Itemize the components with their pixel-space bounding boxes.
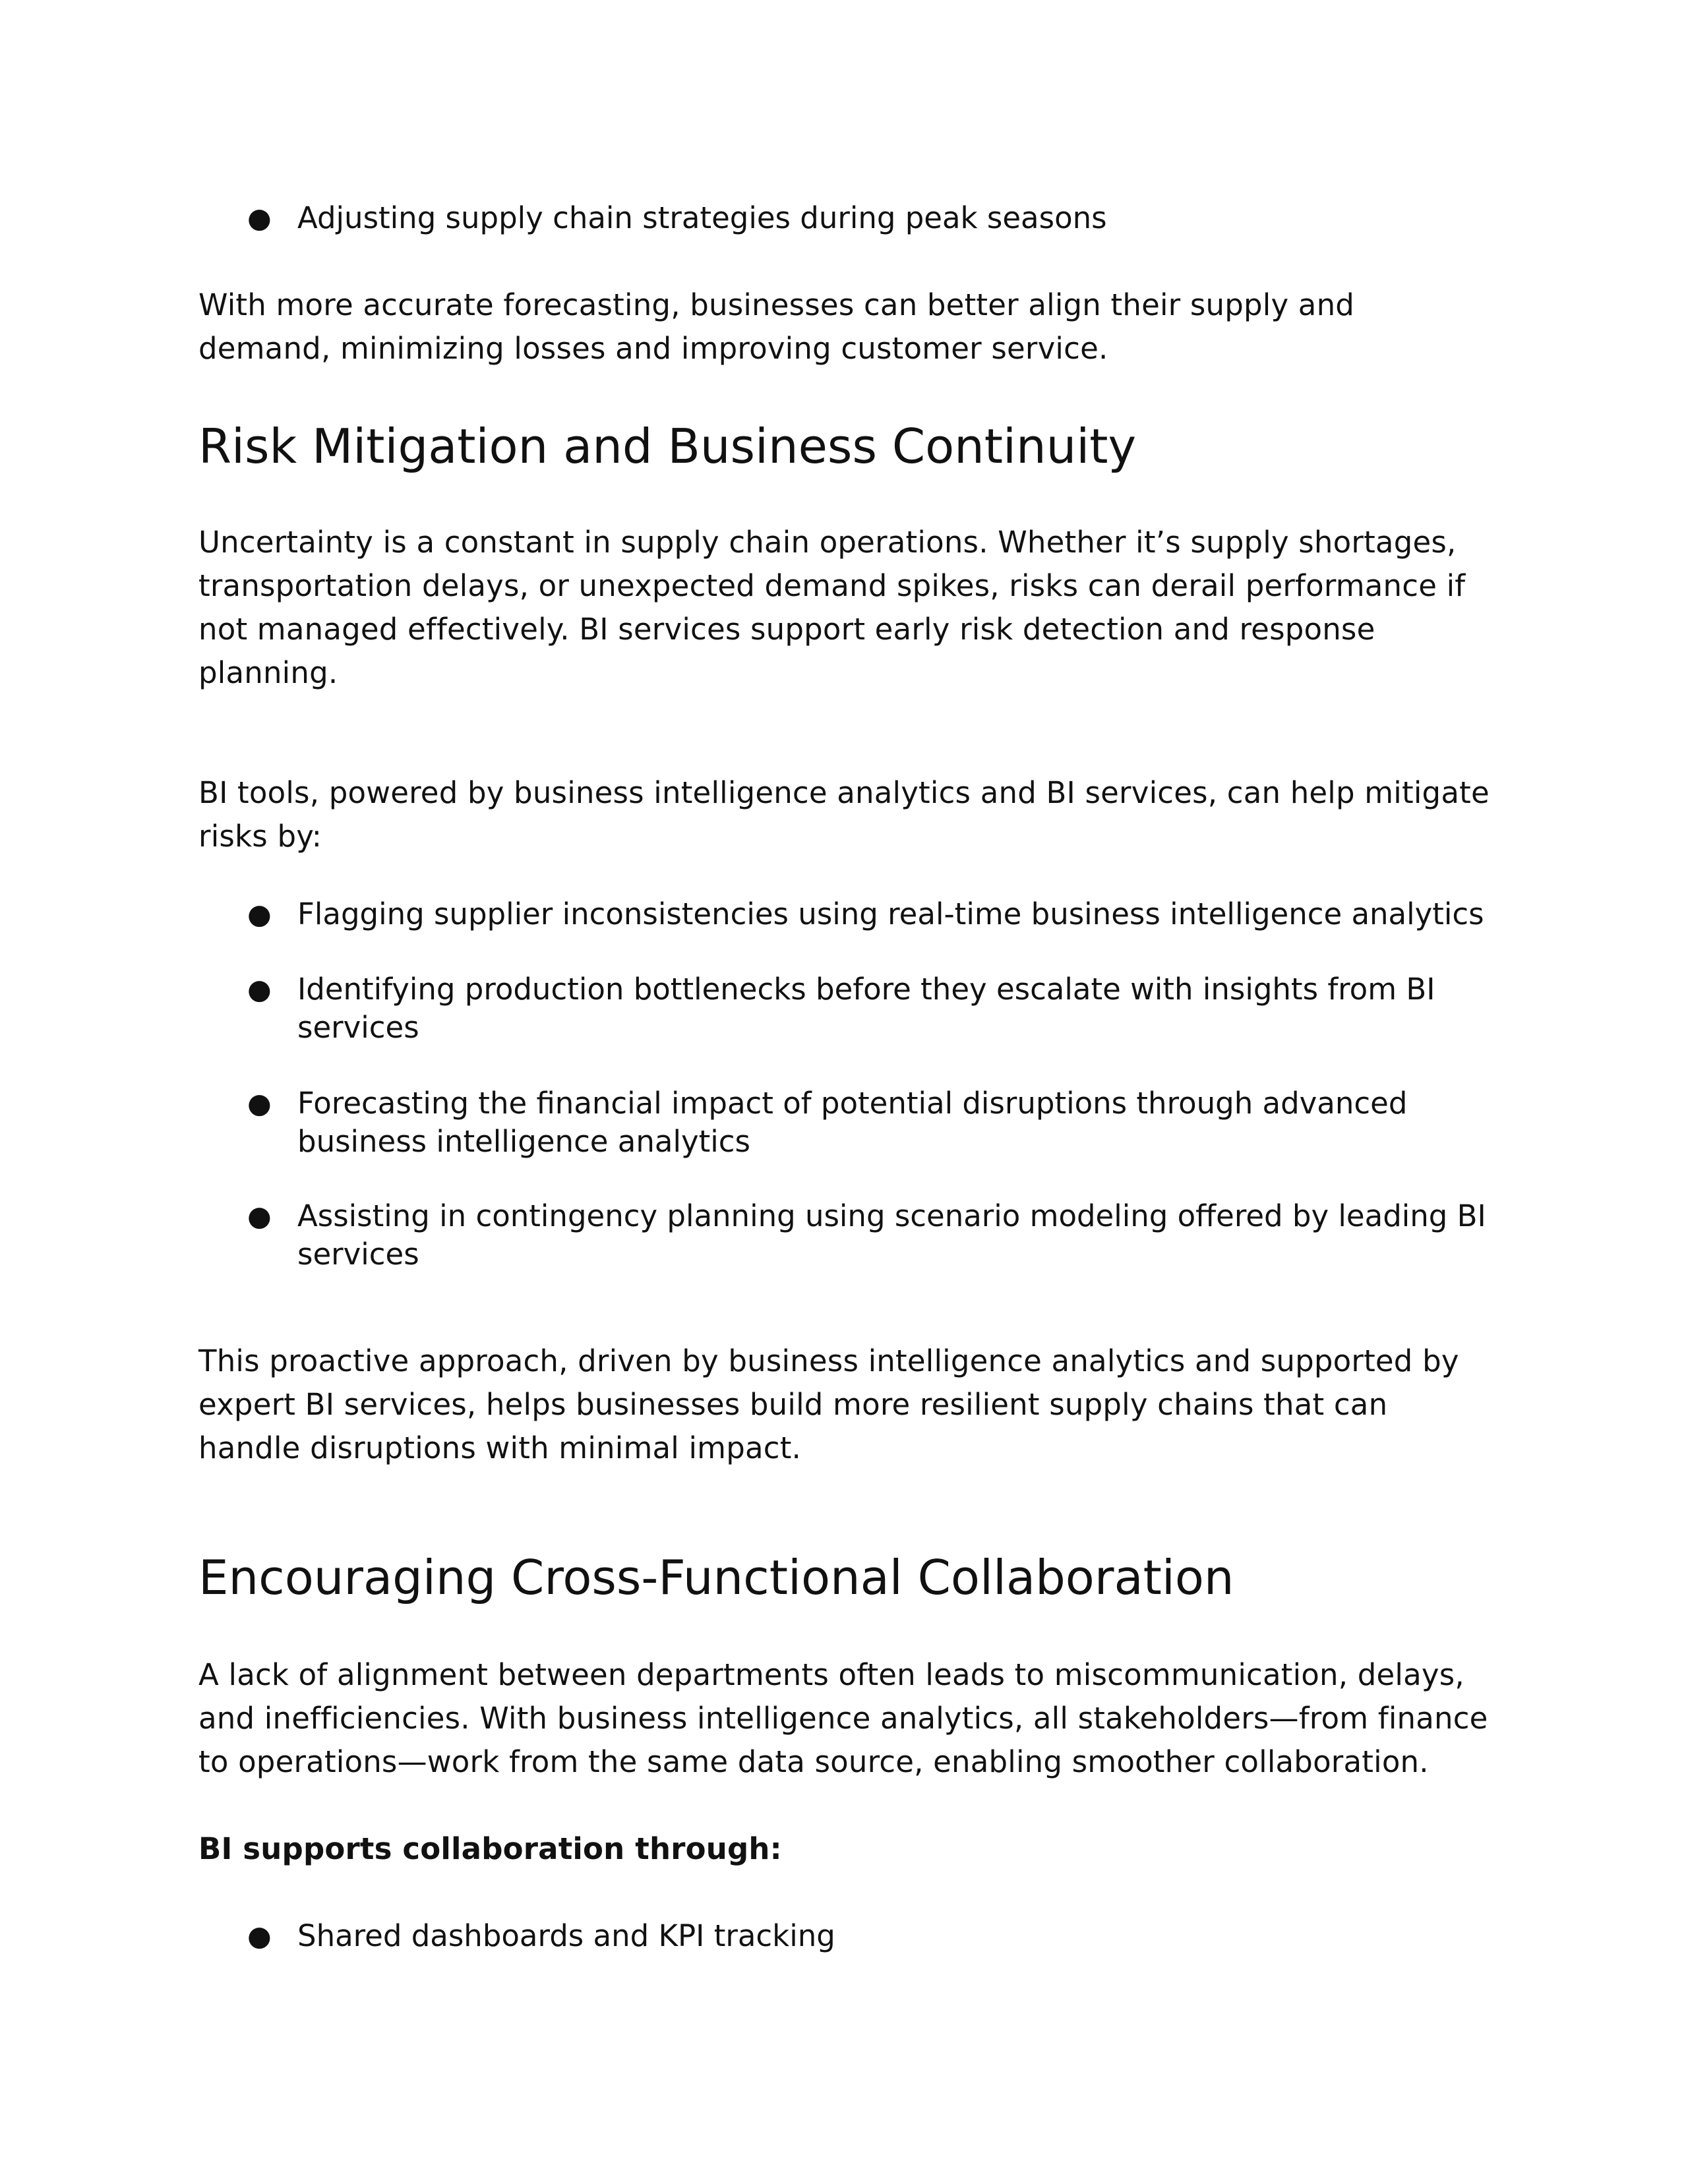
- paragraph-forecast: With more accurate forecasting, businesses can better align their supply and demand, minimizing losses and improving customer service.: [198, 287, 1355, 366]
- paragraph-bi-tools: BI tools, powered by business intelligence analytics and BI services, can help mitigate risks by:: [198, 775, 1490, 854]
- paragraph-uncertainty: Uncertainty is a constant in supply chain operations. Whether it’s supply shortages, transportation delays, or unexpected demand spikes, risks can derail performance if not managed effectively. BI services support early risk detection and response planning.: [198, 525, 1466, 690]
- heading-risk-mitigation: Risk Mitigation and Business Continuity: [198, 419, 1137, 474]
- list-item-text: Assisting in contingency planning using scenario modeling offered by leading BI services: [297, 1198, 1486, 1272]
- list-item-text: Forecasting the financial impact of potential disruptions through advanced business intelligence analytics: [297, 1086, 1408, 1159]
- list-item-text: Flagging supplier inconsistencies using real-time business intelligence analytics: [297, 897, 1484, 931]
- list-item-text: Identifying production bottlenecks before they escalate with insights from BI services: [297, 972, 1435, 1045]
- heading-collaboration: Encouraging Cross-Functional Collaboration: [198, 1550, 1234, 1605]
- bullet-icon: ●: [247, 1087, 272, 1119]
- list-item-text: Adjusting supply chain strategies during peak seasons: [297, 200, 1107, 235]
- list-item-text: Shared dashboards and KPI tracking: [297, 1918, 835, 1953]
- bullet-icon: ●: [247, 1200, 272, 1232]
- paragraph-proactive: This proactive approach, driven by business intelligence analytics and supported by expert BI services, helps businesses build more resilient supply chains that can handle disruptions with minimal impact.: [198, 1343, 1459, 1465]
- bullet-icon: ●: [247, 973, 272, 1005]
- bullet-icon: ●: [247, 898, 272, 930]
- paragraph-alignment: A lack of alignment between departments often leads to miscommunication, delays, and inefficiencies. With business intelligence analytics, all stakeholders—from finance to operations—work from the same data source, enabling smoother collaboration.: [198, 1657, 1488, 1779]
- bullet-icon: ●: [247, 1920, 272, 1952]
- label-bi-supports: BI supports collaboration through:: [198, 1831, 782, 1866]
- bullet-icon: ●: [247, 202, 272, 234]
